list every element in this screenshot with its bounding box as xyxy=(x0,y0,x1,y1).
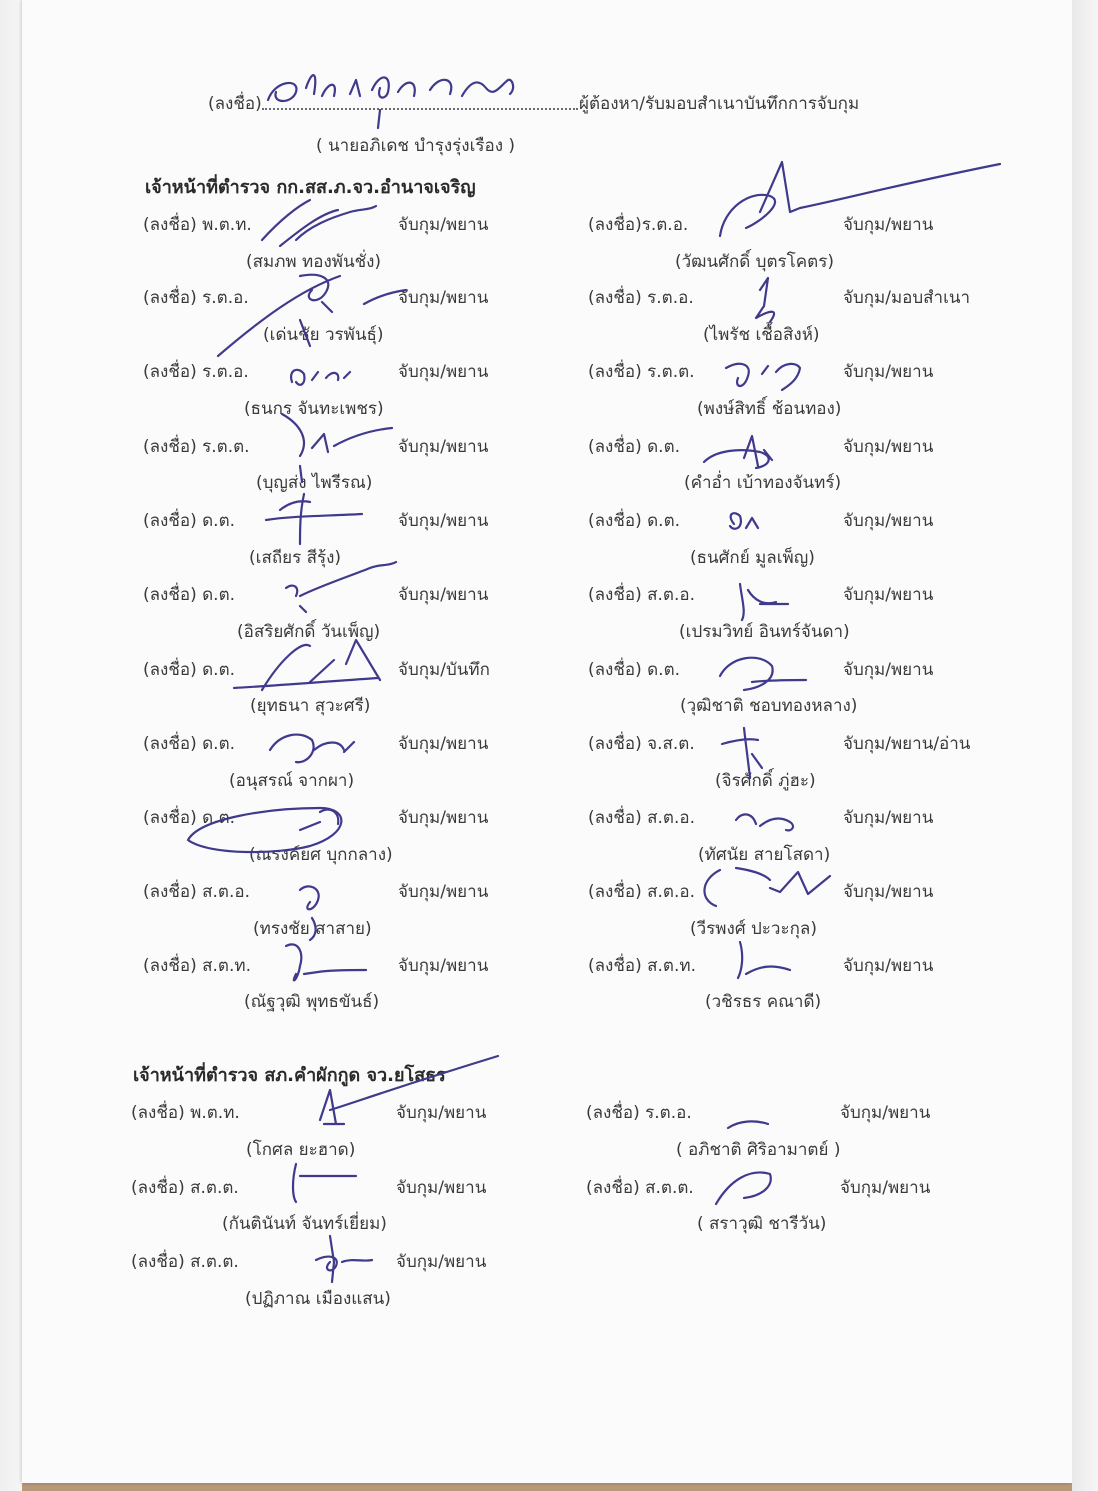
officer-name: (ยุทธนา สุวะศรี) xyxy=(250,696,371,716)
officer-name: (วชิรธร คณาดี) xyxy=(705,992,822,1012)
officer-label: (ลงชื่อ) พ.ต.ท. xyxy=(131,1103,240,1123)
officer-name: ( อภิชาติ ศิริอามาตย์ ) xyxy=(676,1140,841,1160)
officer-role: จับกุม/พยาน xyxy=(396,1103,487,1123)
officer-name: ( สราวุฒิ ชารีวัน) xyxy=(697,1214,827,1234)
officer-name: (อิสริยศักดิ์ วันเพ็ญ) xyxy=(237,622,381,642)
officer-name: (ธนศักย์ มูลเพ็ญ) xyxy=(690,548,815,568)
officer-label: (ลงชื่อ) ส.ต.อ. xyxy=(588,882,695,902)
officer-label: (ลงชื่อ) ส.ต.อ. xyxy=(588,808,695,828)
officer-label: (ลงชื่อ) ด.ต. xyxy=(143,585,236,605)
officer-label: (ลงชื่อ) ร.ต.อ. xyxy=(588,288,694,308)
officer-name: (ธนกร จันทะเพชร) xyxy=(244,399,384,419)
officer-role: จับกุม/พยาน xyxy=(840,1103,931,1123)
officer-name: (ณัฐวุฒิ พุทธขันธ์) xyxy=(244,992,380,1012)
officer-label: (ลงชื่อ) ส.ต.ท. xyxy=(143,956,251,976)
officer-label: (ลงชื่อ) ด.ต. xyxy=(143,808,236,828)
officer-label: (ลงชื่อ) ด.ต. xyxy=(143,734,236,754)
officer-label: (ลงชื่อ) ส.ต.ต. xyxy=(131,1178,239,1198)
page-right-edge xyxy=(1072,0,1098,1491)
officer-role: จับกุม/พยาน xyxy=(398,215,489,235)
officer-role: จับกุม/พยาน/อ่าน xyxy=(843,734,971,754)
officer-label: (ลงชื่อ) ร.ต.อ. xyxy=(586,1103,692,1123)
officer-role: จับกุม/พยาน xyxy=(398,882,489,902)
officer-name: (ณรงค์ยศ บุกกลาง) xyxy=(249,845,393,865)
officer-role: จับกุม/พยาน xyxy=(843,660,934,680)
officer-name: (วัฒนศักดิ์ บุตรโคตร) xyxy=(675,252,834,272)
officer-name: (คำอ่ำ เบ้าทองจันทร์) xyxy=(684,473,842,493)
officer-name: (อนุสรณ์ จากผา) xyxy=(229,771,355,791)
officer-name: (สมภพ ทองพันชั่ง) xyxy=(246,252,382,272)
officer-name: (วีรพงศ์ ปะวะกุล) xyxy=(690,919,817,939)
suspect-role: ผู้ต้องหา/รับมอบสำเนาบันทึกการจับกุม xyxy=(579,94,860,114)
officer-label: (ลงชื่อ) ร.ต.อ. xyxy=(143,362,249,382)
officer-label: (ลงชื่อ) ส.ต.อ. xyxy=(143,882,250,902)
page-left-margin xyxy=(0,0,22,1491)
officer-label: (ลงชื่อ) พ.ต.ท. xyxy=(143,215,252,235)
officer-role: จับกุม/พยาน xyxy=(398,511,489,531)
officer-label: (ลงชื่อ) ส.ต.ต. xyxy=(131,1252,239,1272)
officer-name: (บุญส่ง ไพรีรณ) xyxy=(256,473,373,493)
officer-label: (ลงชื่อ) ส.ต.ท. xyxy=(588,956,696,976)
officer-name: (ปฏิภาณ เมืองแสน) xyxy=(245,1289,391,1309)
officer-role: จับกุม/มอบสำเนา xyxy=(843,288,971,308)
officer-name: (ทัศนัย สายโสดา) xyxy=(698,845,831,865)
officer-label: (ลงชื่อ) ด.ต. xyxy=(143,511,236,531)
officer-role: จับกุม/พยาน xyxy=(398,956,489,976)
officer-label: (ลงชื่อ) ส.ต.ต. xyxy=(586,1178,694,1198)
officer-name: (โกศล ยะฮาด) xyxy=(246,1140,356,1160)
officer-role: จับกุม/บันทึก xyxy=(398,660,490,680)
section2-title: เจ้าหน้าที่ตำรวจ สภ.คำผักกูด จว.ยโสธร xyxy=(133,1065,446,1086)
officer-role: จับกุม/พยาน xyxy=(398,288,489,308)
officer-name: (เด่นชัย วรพันธุ์) xyxy=(263,325,384,345)
officer-name: (ไพรัช เชื้อสิงห์) xyxy=(703,325,820,345)
officer-role: จับกุม/พยาน xyxy=(398,585,489,605)
officer-role: จับกุม/พยาน xyxy=(840,1178,931,1198)
officer-role: จับกุม/พยาน xyxy=(843,585,934,605)
officer-role: จับกุม/พยาน xyxy=(843,882,934,902)
suspect-sign-prefix: (ลงชื่อ) xyxy=(208,94,262,114)
officer-role: จับกุม/พยาน xyxy=(843,808,934,828)
officer-label: (ลงชื่อ) ด.ต. xyxy=(588,511,681,531)
officer-role: จับกุม/พยาน xyxy=(843,511,934,531)
officer-label: (ลงชื่อ)ร.ต.อ. xyxy=(588,215,689,235)
suspect-name: ( นายอภิเดช บำรุงรุ่งเรือง ) xyxy=(316,136,516,156)
officer-label: (ลงชื่อ) ส.ต.อ. xyxy=(588,585,695,605)
officer-role: จับกุม/พยาน xyxy=(398,734,489,754)
officer-name: (เปรมวิทย์ อินทร์จันดา) xyxy=(679,622,850,642)
officer-label: (ลงชื่อ) ด.ต. xyxy=(588,660,681,680)
officer-label: (ลงชื่อ) ร.ต.ต. xyxy=(143,437,250,457)
officer-label: (ลงชื่อ) จ.ส.ต. xyxy=(588,734,695,754)
suspect-signature-line xyxy=(262,108,578,110)
officer-name: (ทรงชัย สาสาย) xyxy=(253,919,372,939)
officer-role: จับกุม/พยาน xyxy=(396,1252,487,1272)
officer-role: จับกุม/พยาน xyxy=(398,437,489,457)
officer-name: (พงษ์สิทธิ์ ช้อนทอง) xyxy=(697,399,842,419)
officer-name: (จิรศักดิ์ ภู่ฮะ) xyxy=(715,771,816,791)
officer-label: (ลงชื่อ) ด.ต. xyxy=(588,437,681,457)
officer-name: (วุฒิชาติ ชอบทองหลาง) xyxy=(680,696,858,716)
officer-role: จับกุม/พยาน xyxy=(398,808,489,828)
officer-label: (ลงชื่อ) ร.ต.ต. xyxy=(588,362,695,382)
officer-role: จับกุม/พยาน xyxy=(843,362,934,382)
officer-role: จับกุม/พยาน xyxy=(843,437,934,457)
officer-role: จับกุม/พยาน xyxy=(843,215,934,235)
officer-role: จับกุม/พยาน xyxy=(396,1178,487,1198)
officer-label: (ลงชื่อ) ร.ต.อ. xyxy=(143,288,249,308)
officer-name: (เสถียร สีรุ้ง) xyxy=(249,548,342,568)
officer-name: (กันตินันท์ จันทร์เยี่ยม) xyxy=(222,1214,387,1234)
officer-role: จับกุม/พยาน xyxy=(398,362,489,382)
officer-role: จับกุม/พยาน xyxy=(843,956,934,976)
officer-label: (ลงชื่อ) ด.ต. xyxy=(143,660,236,680)
section1-title: เจ้าหน้าที่ตำรวจ กก.สส.ภ.จว.อำนาจเจริญ xyxy=(145,177,476,198)
